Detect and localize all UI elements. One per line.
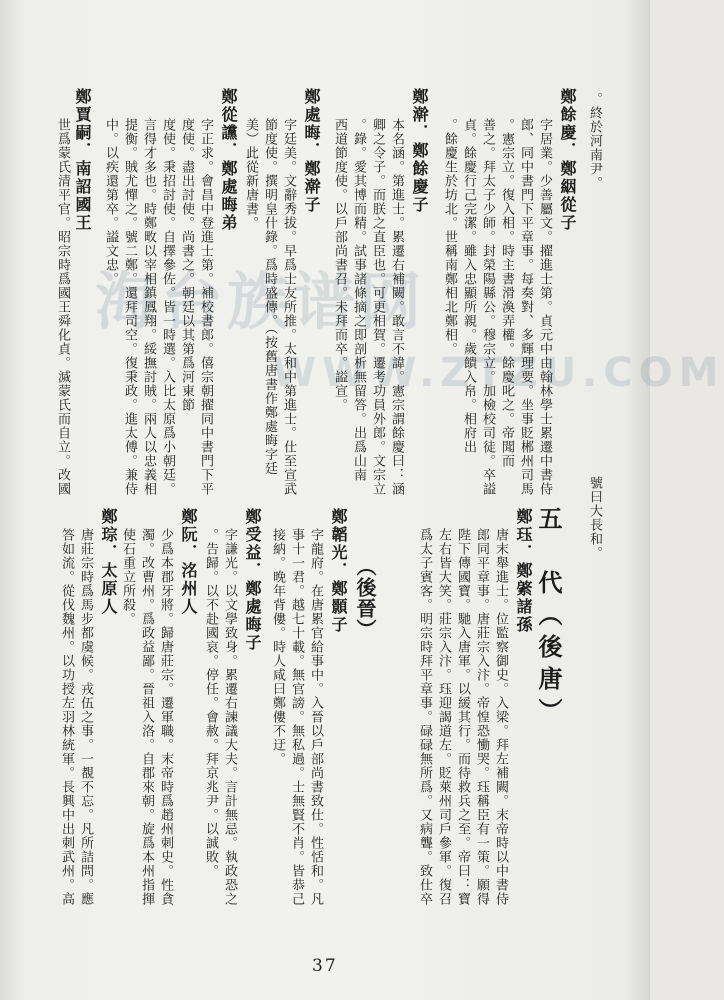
- entry-heading: 鄭珏．鄭綮諸孫: [514, 508, 533, 634]
- entry-heading: 鄭賈嗣．南詔國王: [73, 88, 92, 232]
- watermark: 海台族谱网: [95, 265, 426, 338]
- entry-line: 左右皆大笑。莊宗入汴。珏迎謁道左。貶萊州司戶參軍。復召: [436, 528, 451, 906]
- entry-line: 郎、同中書門下平章事。每奏對、多輝理要。坐事貶郴州司馬: [518, 118, 533, 496]
- entry-line: 貞。餘慶行己完潔。雖入忠顯所親。歲饋入帛。相府出: [461, 118, 476, 454]
- page-number: 37: [312, 956, 338, 976]
- entry-line: 陛下傳國寶。馳入唐軍。以緩其行。而待救兵之至。帝曰：寶: [455, 528, 470, 906]
- entry-line: 濁。改曹州。爲政益鄙。晉祖入洛。自郡來朝。旋爲本州指揮: [139, 528, 154, 906]
- entry-line: 言得才多也。時鄭畋以宰相鎮鳳翔。綏撫討賊。兩人以忠義相: [141, 118, 156, 496]
- entry-line: 。餘慶生於坊北。世稱南鄭相北鄭相。: [442, 118, 457, 356]
- entry-line: 少爲本郡牙將。歸唐莊宗。遷軍職。末帝時爲趙州刺史。性貪: [158, 528, 173, 906]
- entry-line: 中。以疾還第卒。謚文忠。: [103, 118, 118, 286]
- entry-line: 節度使。撰明皇什錄。爲時盛傳。（按舊唐書作鄭處晦字廷: [262, 118, 277, 476]
- entry-line: 世爲蒙氏清平官。昭宗時爲國王舜化貞。滅蒙氏而自立。改國: [55, 118, 70, 496]
- entry-heading: 鄭澣．鄭餘慶子: [410, 88, 429, 214]
- entry-line: 卿之令子。而朕之直臣也。可更相賀。遷考功員外郎。文宗立: [370, 118, 385, 496]
- entry-heading: 鄭韜光．鄭顥子: [329, 508, 348, 634]
- entry-line: 爲太子賓客。明宗時拜平章事。碌碌無所爲。又病聾。致仕卒: [417, 528, 432, 906]
- entry-line: 字謙光。以文學致身。累遷右諫議大夫。言計無忌。執政恐之: [222, 528, 237, 906]
- entry-line: 答如流。從伐魏州。以功授左羽林統軍。長興中出刺武州。高: [59, 528, 74, 906]
- entry-line: 本名涵。第進士。累遷右補闕。敢言不諱。憲宗謂餘慶曰：涵: [389, 118, 404, 496]
- entry-heading: 鄭阮．洺州人: [179, 508, 198, 616]
- watermark-url: WWW.ZTZU.COM: [272, 350, 724, 396]
- entry-line: 唐莊宗時爲馬步都虞候。戎伍之事。一覩不忘。凡所詰問。應: [78, 528, 93, 906]
- trailing-line: 號曰大長和。: [587, 476, 602, 560]
- dynasty-title: 五 代（後唐）: [534, 506, 563, 730]
- entry-heading: 鄭處晦．鄭澣子: [302, 88, 321, 214]
- entry-line: 事十一君。越七十載。無官謗。無私過。士無賢不肖。皆恭己: [289, 528, 304, 906]
- entry-heading: 鄭從讜．鄭處晦弟: [219, 88, 238, 232]
- entry-line: 度使。盡出討使。尚書之。朝廷以其第爲河東節: [179, 118, 194, 412]
- entry-line: 。告歸。以不赴國哀。停任。會赦。拜京兆尹。以誠敗。: [203, 528, 218, 878]
- entry-line: 字廷美。文辭秀拔。早爲士友所推。太和中第進士。仕至宣武: [281, 118, 296, 496]
- entry-line: 。憲宗立。復入相。時主書滑渙弄權。餘慶叱之。帝聞而: [499, 118, 514, 468]
- entry-line: 善之。拜太子少師。封榮陽縣公。穆宗立。加檢校司徒。卒謚: [480, 118, 495, 496]
- entry-heading: 鄭受益．鄭處晦子: [243, 508, 262, 652]
- entry-heading: 鄭琮．太原人: [99, 508, 118, 616]
- entry-line: 提衡。賊尤憚之。號二鄭。還拜司空。復秉政。進太傅。兼侍: [122, 118, 137, 496]
- entry-line: 唐末舉進士。位監察御史。入梁。拜左補闕。末帝時以中書侍: [493, 528, 508, 906]
- entry-line: 美）此從新唐書。: [243, 118, 258, 230]
- entry-line: 使石重立所殺。: [120, 528, 135, 626]
- entry-line: 字居業。少善屬文。擢進士第。貞元中由翰林學士累遷中書侍: [537, 118, 552, 496]
- entry-line: 接納。晚年背僂。時人咸曰鄭僂不迂。: [270, 528, 285, 766]
- entry-heading: 鄭餘慶．鄭絪從子: [558, 88, 577, 232]
- entry-line: 郎同平章事。唐莊宗入汴。帝惶恐慟哭。珏稱臣有一策。願得: [474, 528, 489, 906]
- entry-line: 西道節度使。以戶部尚書召。未拜而卒。謚宣。: [332, 118, 347, 412]
- entry-line: 字正求。會昌中登進士第。補校書郎。僖宗朝擢同中書門下平: [198, 118, 213, 496]
- entry-line: 字龍府。在唐累官給事中。入晉以戶部尚書致仕。性恬和。凡: [308, 528, 323, 906]
- entry-line: 。錄。愛其博而精。試事諸條摘之即剖析無留答。出爲山南: [351, 118, 366, 482]
- entry-line: 度使。秉招討使。自擇參佐。皆一時選。入比太原爲小朝廷。: [160, 118, 175, 496]
- dynasty-subtitle: （後晉）: [353, 556, 377, 640]
- intro-line: 。終於河南尹。: [587, 92, 602, 190]
